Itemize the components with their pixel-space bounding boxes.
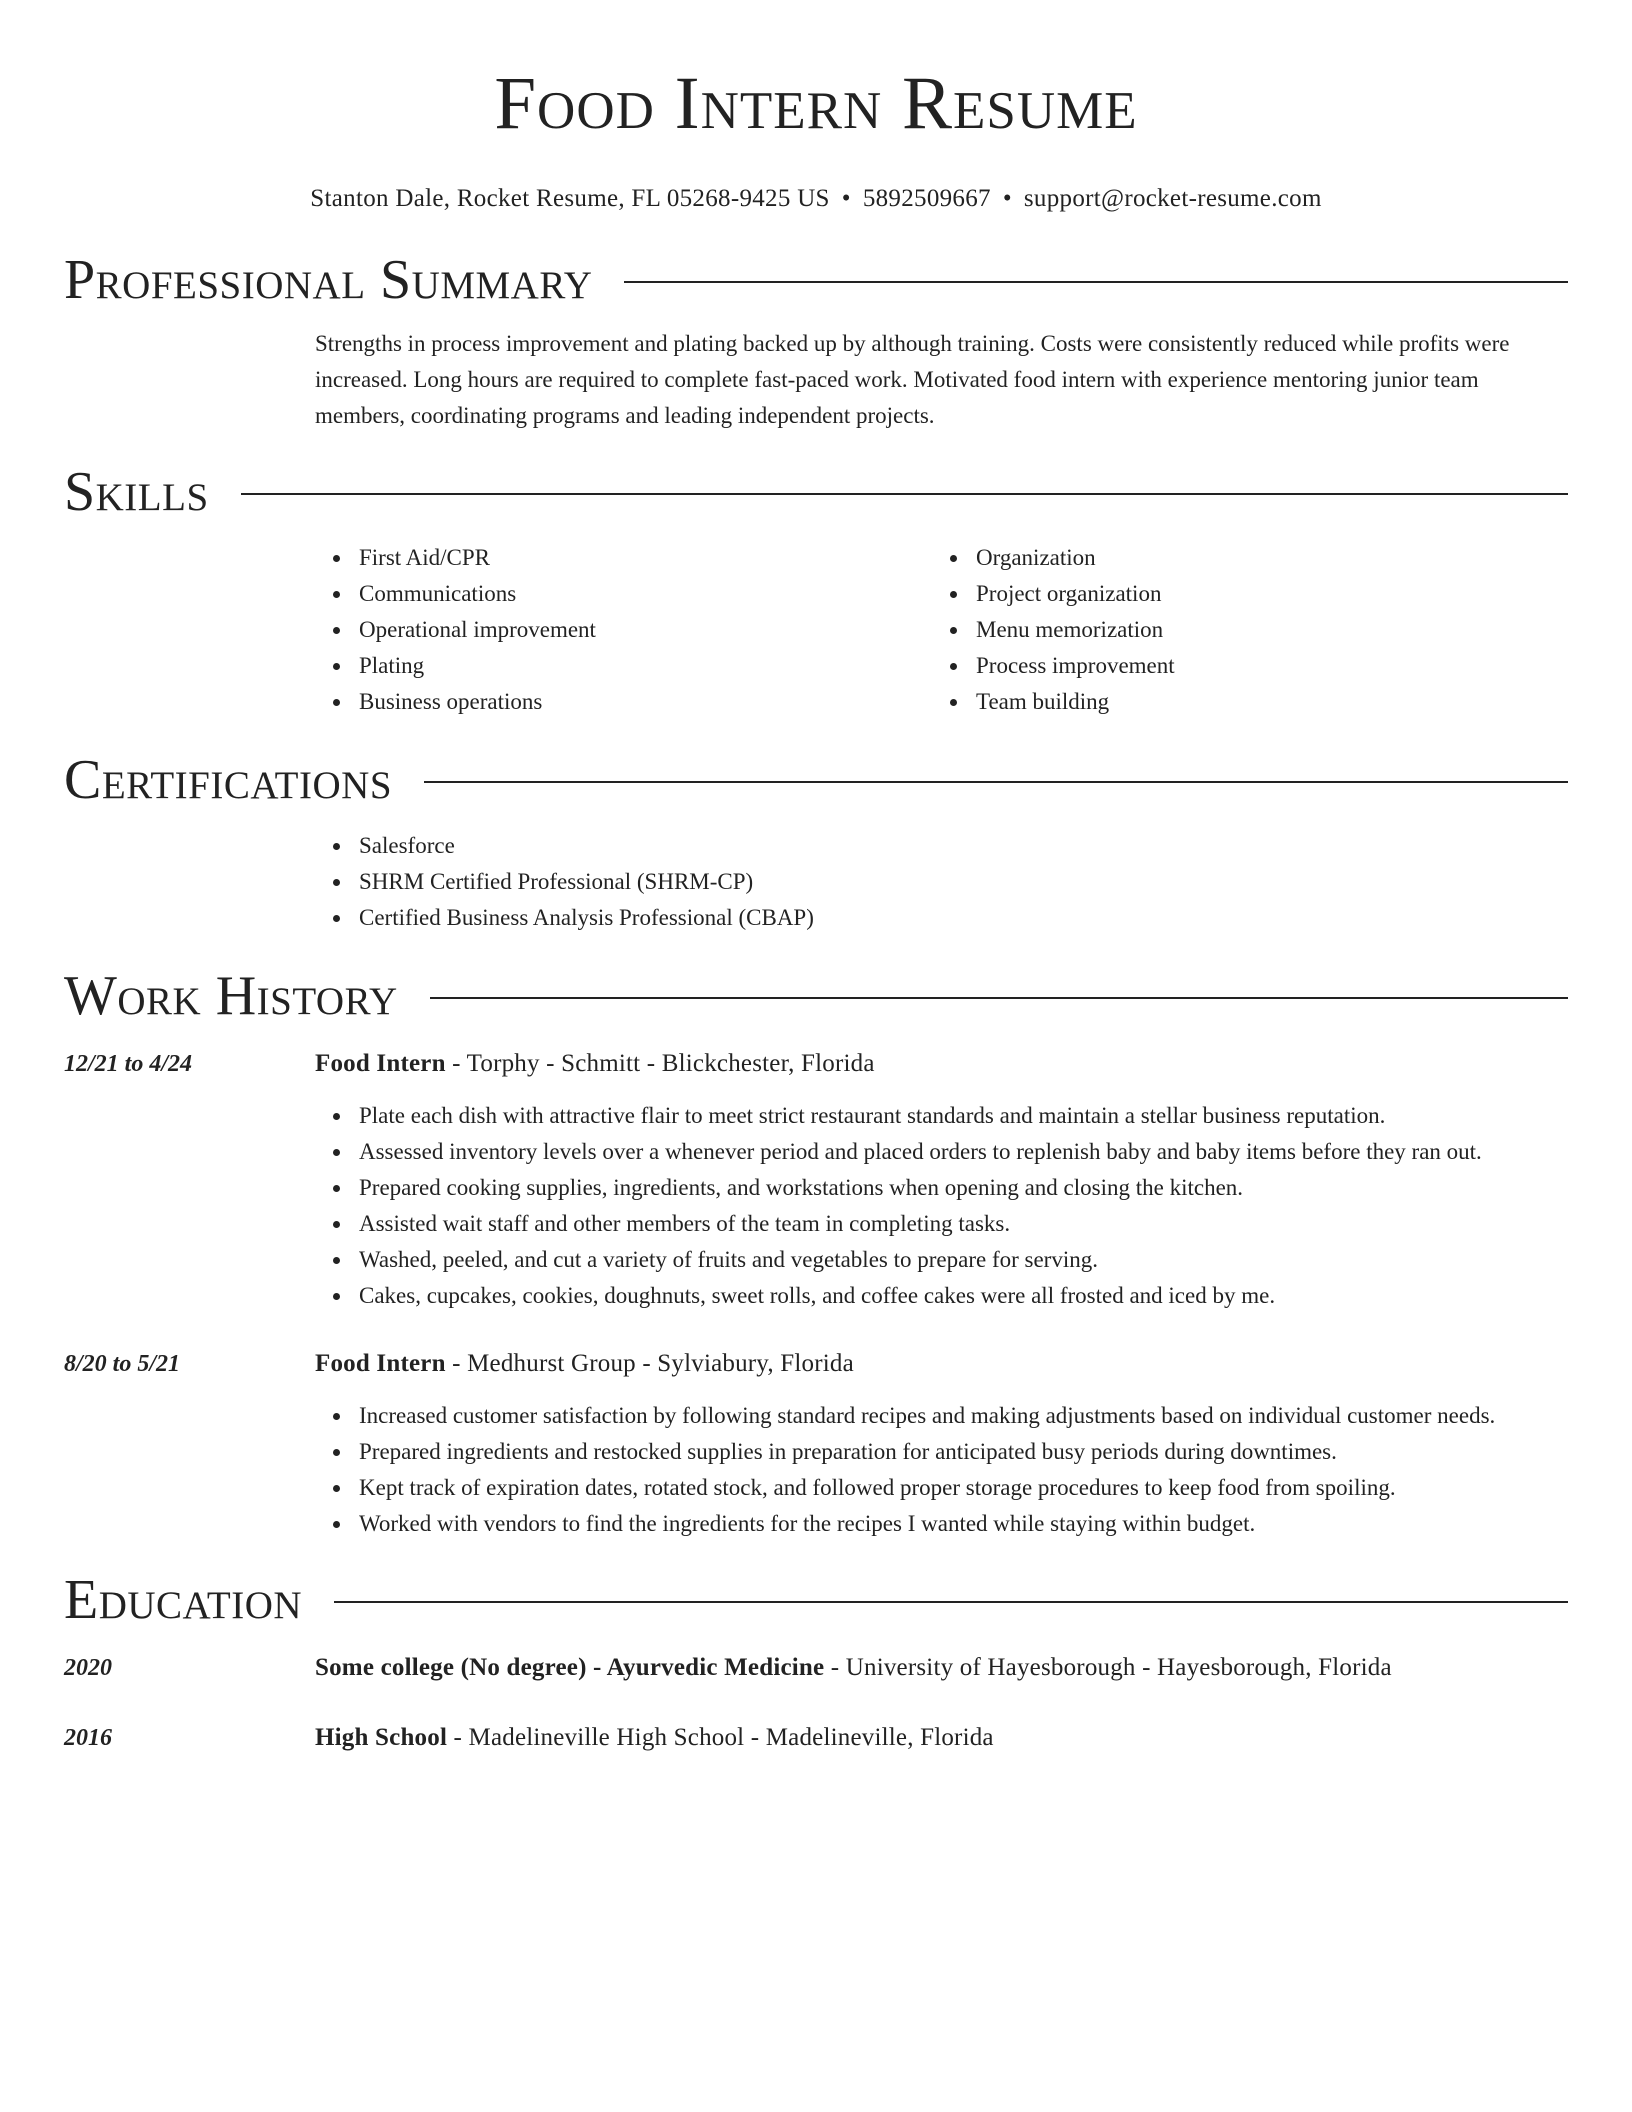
certifications-section-header [64,748,1568,812]
education-headline [315,1650,1568,1686]
job-bullet: Prepared cooking supplies, ingredients, and workstations when opening and closing the kitchen. [315,1170,1568,1206]
job-bullet: Increased customer satisfaction by following standard recipes and making adjustments based on individual customer needs. [315,1398,1568,1434]
education-section-header [64,1568,1568,1632]
summary-section-header [64,248,1568,312]
job-bullet: Worked with vendors to find the ingredients for the recipes I wanted while staying within budget. [315,1506,1568,1542]
skill-item: Plating [315,648,932,684]
skills-heading: Skills [64,461,209,523]
job-headline [315,1046,1568,1082]
job-bullet: Cakes, cupcakes, cookies, doughnuts, sweet rolls, and coffee cakes were all frosted and iced by me. [315,1278,1568,1314]
job-bullet: Plate each dish with attractive flair to meet strict restaurant standards and maintain a stellar business reputation. [315,1098,1568,1134]
education-year: 2020 [64,1655,112,1681]
certification-item: Salesforce [315,828,1568,864]
summary-text: Strengths in process improvement and plating backed up by although training. Costs were consistently reduced while profits were increased. Long hours are required to complete fast-paced work. Motivated food intern with experience mentoring junior team members, coordinating programs and leading independent projects. [315,331,1510,428]
education-heading: Education [64,1569,303,1631]
section-divider [430,997,1568,999]
education-details: - University of Hayesborough - Hayesborough, Florida [824,1654,1392,1681]
job-bullets [315,1098,1568,1314]
job-details: - Torphy - Schmitt - Blickchester, Florida [445,1050,875,1077]
job-dates: 8/20 to 5/21 [64,1351,181,1377]
skills-list-left [315,540,932,720]
certification-item: SHRM Certified Professional (SHRM-CP) [315,864,1568,900]
contact-line [64,184,1568,214]
work-history-section-header [64,964,1568,1028]
certifications-heading: Certifications [64,749,393,811]
skill-item: Communications [315,576,932,612]
skill-item: Team building [932,684,1549,720]
skills-grid [315,540,1568,720]
contact-email: support@rocket-resume.com [1023,185,1322,212]
education-body [315,1650,1568,1686]
certification-item: Certified Business Analysis Professional (CBAP) [315,900,1568,936]
skill-item: First Aid/CPR [315,540,932,576]
education-degree: Some college (No degree) - Ayurvedic Medicine [315,1654,825,1681]
skill-item: Business operations [315,684,932,720]
skill-item: Operational improvement [315,612,932,648]
contact-address: Stanton Dale, Rocket Resume, FL 05268-9425 US [310,185,830,212]
certifications-list [315,828,1568,936]
job-bullet: Kept track of expiration dates, rotated stock, and followed proper storage procedures to keep food from spoiling. [315,1470,1568,1506]
contact-phone: 5892509667 [862,185,991,212]
job-dates: 12/21 to 4/24 [64,1051,193,1077]
job-bullet: Assisted wait staff and other members of the team in completing tasks. [315,1206,1568,1242]
education-details: - Madelineville High School - Madelineville, Florida [447,1724,994,1751]
section-divider [241,493,1568,495]
job-title: Food Intern [315,1350,446,1377]
section-divider [424,781,1568,783]
work-history-heading: Work History [64,965,398,1027]
job-headline [315,1346,1568,1382]
job-details: - Medhurst Group - Sylviabury, Florida [445,1350,854,1377]
job-body [315,1046,1568,1314]
job-bullet: Prepared ingredients and restocked supplies in preparation for anticipated busy periods during downtimes. [315,1434,1568,1470]
job-body [315,1346,1568,1542]
job-title: Food Intern [315,1050,446,1077]
education-entry [64,1650,1568,1686]
education-degree: High School [315,1724,448,1751]
section-divider [334,1601,1568,1603]
section-divider [624,281,1568,283]
education-entry [64,1720,1568,1756]
education-year: 2016 [64,1725,112,1751]
job-entry [64,1046,1568,1314]
bullet-separator: • [841,185,851,212]
education-body [315,1720,1568,1756]
job-bullets [315,1398,1568,1542]
job-entry [64,1346,1568,1542]
skill-item: Project organization [932,576,1549,612]
education-headline [315,1720,1568,1756]
skill-item: Organization [932,540,1549,576]
job-bullet: Washed, peeled, and cut a variety of fruits and vegetables to prepare for serving. [315,1242,1568,1278]
skill-item: Process improvement [932,648,1549,684]
bullet-separator: • [1002,185,1012,212]
job-bullet: Assessed inventory levels over a whenever period and placed orders to replenish baby and baby items before they ran out. [315,1134,1568,1170]
skills-section-header [64,460,1568,524]
skills-list-right [932,540,1549,720]
skill-item: Menu memorization [932,612,1549,648]
resume-title: Food Intern Resume [494,62,1138,145]
summary-heading: Professional Summary [64,249,593,311]
